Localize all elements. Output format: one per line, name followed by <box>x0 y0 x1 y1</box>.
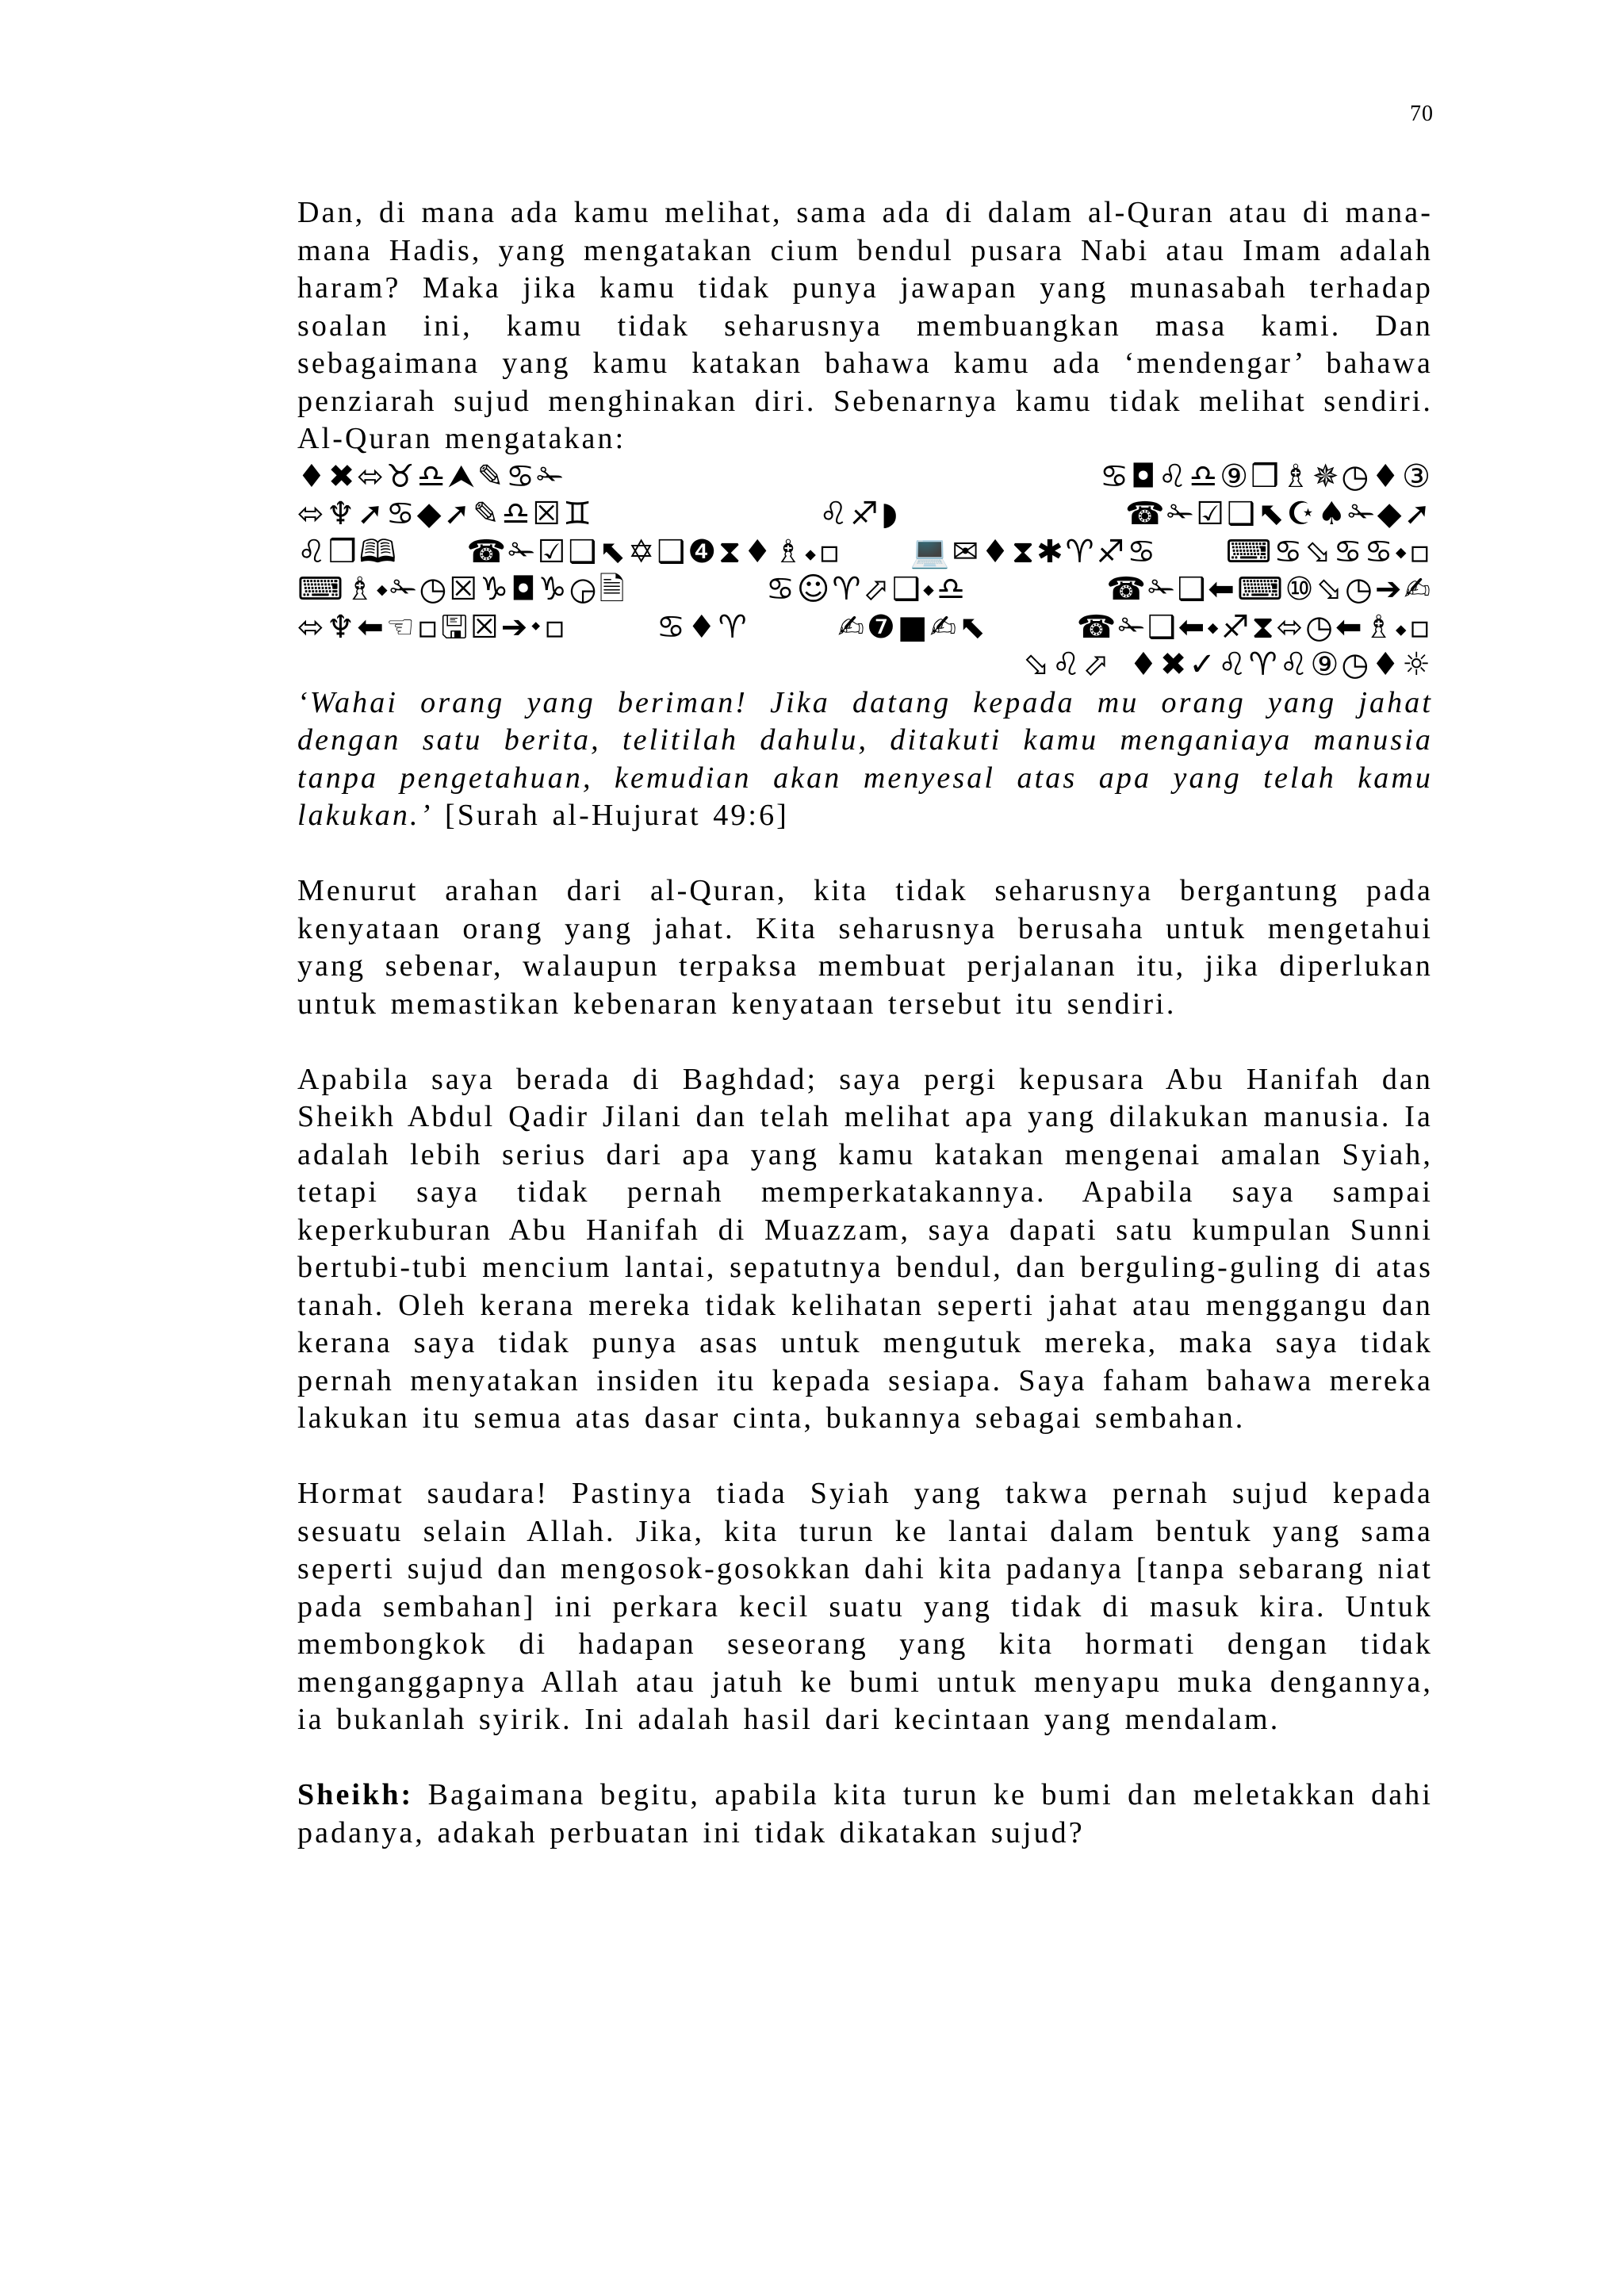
paragraph-1: Dan, di mana ada kamu melihat, sama ada di dalam al-Quran atau di mana-mana Hadis, yang mengatakan cium bendul pusara Nabi atau Imam adalah haram? Maka jika kamu tidak punya jawapan yang munasabah terhadap soalan ini, kamu tidak seharusnya membuangkan masa kami. Dan sebagaimana yang kamu katakan bahawa kamu ada ‘mendengar’ bahawa penziarah sujud menghinakan diri. Sebenarnya kamu tidak melihat sendiri. Al-Quran mengatakan: <box>297 196 1433 455</box>
quran-verse-segment: ♋♦♈ <box>657 608 749 646</box>
quran-verse-line <box>297 609 1433 647</box>
verse-reference: [Surah al-Hujurat 49:6] <box>432 799 789 832</box>
quran-verse-segment: ☎✁☑❑⬉☪♠✁◆➚ <box>1124 496 1433 532</box>
quran-verse-segment: ⌨♗⬩✁◷☒♑◘♑◶🗎 <box>297 571 627 608</box>
quran-verse-segment: ⬄♆⬅☜▫🖫☒➔⬩▫ <box>297 608 569 646</box>
quran-verse-segment: ♦✖✓♌♈♌⑨◷♦☼ <box>1129 646 1433 683</box>
verse-translation-text: ‘Wahai orang yang beriman! Jika datang kepada mu orang yang jahat dengan satu berita, telitilah dahulu, ditakuti kamu menganiaya manusia tanpa pengetahuan, kemudian akan menyesal atas apa yang telah kamu lakukan.’ <box>297 685 1433 832</box>
quran-verse-segment: ☎✁❑⬅⬩♐⧗⬄◷⬅♗⬩▫ <box>1076 608 1433 646</box>
quran-verse-line <box>297 534 1433 572</box>
quran-verse-line <box>297 458 1433 496</box>
quran-verse-segment: ♋◘♌♎⑨❒♗✵◷♦③ <box>1100 458 1433 495</box>
quran-verse-segment: ♌❒🕮 <box>297 533 399 570</box>
quran-verse-segment: ☎✁☑❑⬉✡❑❹⧗♦♗⬩▫ <box>466 533 843 570</box>
page-content <box>297 194 1433 1890</box>
paragraph-2: Menurut arahan dari al-Quran, kita tidak seharusnya bergantung pada kenyataan orang yang jahat. Kita seharusnya berusaha untuk mengetahui yang sebenar, walaupun terpaksa membuat perjalanan itu, jika diperlukan untuk memastikan kebenaran kenyataan tersebut itu sendiri. <box>297 874 1433 1021</box>
quran-verse-segment: ⬂♌⬀ <box>1023 646 1113 683</box>
quran-verse-line <box>297 646 1433 684</box>
quran-verse-segment: ♋☺♈⬀❑⬩♎ <box>765 571 967 608</box>
quran-verse-segment: ⬄♆➚♋◆➚✎♎☒♊ <box>297 496 595 532</box>
quran-verse-line <box>297 571 1433 609</box>
quran-verse-segment: ⌨♋⬂♋♋⬩▫ <box>1225 533 1433 570</box>
quran-verse-block <box>297 458 1433 684</box>
paragraph-4: Hormat saudara! Pastinya tiada Syiah yang takwa pernah sujud kepada sesuatu selain Allah. Jika, kita turun ke lantai dalam bentuk yang sama seperti sujud dan mengosok-gosokkan dahi kita padanya [tanpa sebarang niat pada sembahan] ini perkara kecil suatu yang tidak di masuk kira. Untuk membongkok di hadapan seseorang yang kita hormati dengan tidak menganggapnya Allah atau jatuh ke bumi untuk menyapu muka dengannya, ia bukanlah syirik. Ini adalah hasil dari kecintaan yang mendalam. <box>297 1477 1433 1736</box>
quran-verse-segment: ♌♐◗ <box>819 496 900 532</box>
quran-verse-line <box>297 496 1433 534</box>
verse-translation <box>297 684 1433 835</box>
quran-verse-segment: ✍❼■✍⬉ <box>837 608 988 646</box>
quran-verse-segment: 💻✉♦⧗✱♈♐♋ <box>910 533 1159 570</box>
paragraph-5 <box>297 1777 1433 1852</box>
quran-verse-segment: ☎✁❑⬅⌨⑩⬂◷➔✍ <box>1106 571 1433 608</box>
paragraph-3: Apabila saya berada di Baghdad; saya pergi kepusara Abu Hanifah dan Sheikh Abdul Qadir Jilani dan telah melihat apa yang dilakukan manusia. Ia adalah lebih serius dari apa yang kamu katakan mengenai amalan Syiah, tetapi saya tidak pernah memperkatakannya. Apabila saya sampai keperkuburan Abu Hanifah di Muazzam, saya dapati satu kumpulan Sunni bertubi-tubi mencium lantai, sepatutnya bendul, dan berguling-guling di atas tanah. Oleh kerana mereka tidak kelihatan seperti jahat atau menggangu dan kerana saya tidak punya asas untuk mengutuk mereka, maka saya tidak pernah menyatakan insiden itu kepada sesiapa. Saya faham bahawa mereka lakukan itu semua atas dasar cinta, bukannya sebagai sembahan. <box>297 1062 1433 1435</box>
paragraph-5-text: Bagaimana begitu, apabila kita turun ke bumi dan meletakkan dahi padanya, adakah perbuatan ini tidak dikatakan sujud? <box>297 1778 1433 1849</box>
page-number: 70 <box>1410 102 1434 126</box>
speaker-label: Sheikh: <box>297 1778 414 1811</box>
quran-verse-segment: ♦✖⬄♉♎⮝✎♋✁ <box>297 458 566 495</box>
